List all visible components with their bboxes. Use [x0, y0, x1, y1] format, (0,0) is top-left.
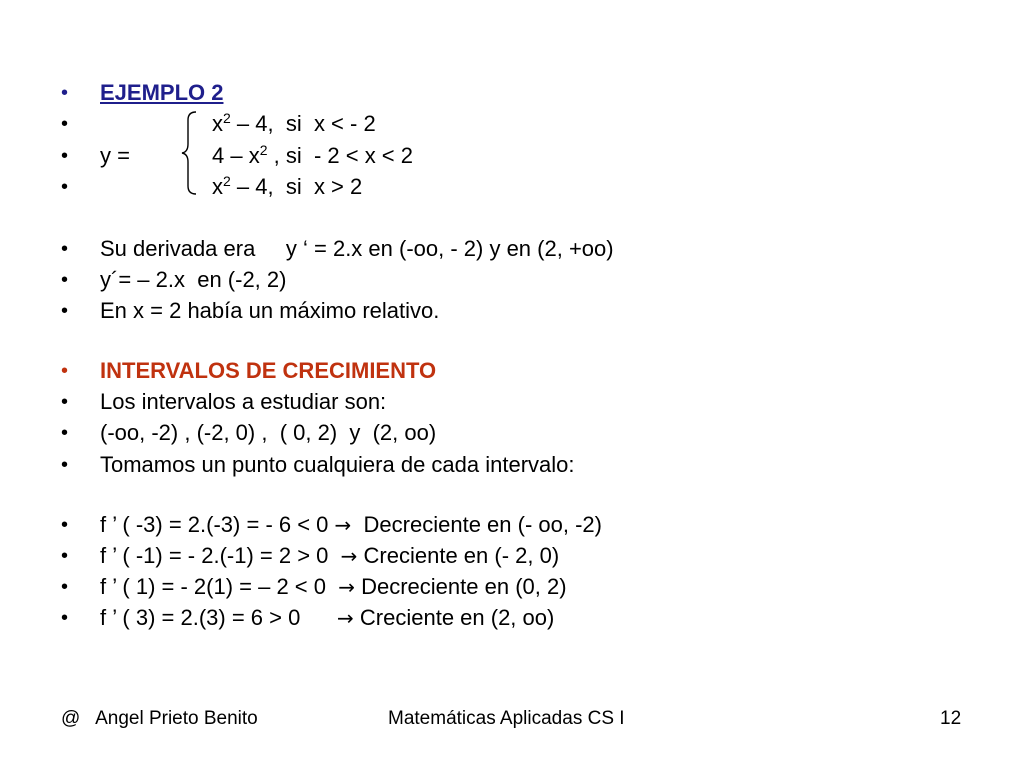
derivative-line-3 [0, 295, 440, 327]
piecewise-line-2 [0, 140, 414, 172]
evaluation-line-4 [0, 602, 555, 634]
bullet: • [61, 238, 69, 260]
piece-2-exponent: 2 [259, 142, 268, 158]
right-arrow-icon: → [340, 544, 358, 568]
bullet: • [61, 360, 69, 382]
bullet: • [61, 545, 69, 567]
piece-3-base: x [212, 174, 223, 199]
evaluation-line-2 [0, 540, 560, 572]
example-title: EJEMPLO 2 [100, 80, 224, 105]
bullet: • [61, 113, 69, 135]
derivative-text-2: y´= – 2.x en (-2, 2) [100, 267, 287, 292]
evaluation-result: Creciente en (2, oo) [353, 605, 555, 630]
piece-1-exponent: 2 [223, 110, 231, 126]
bullet: • [61, 454, 69, 476]
intervals-title-line [0, 355, 437, 387]
piece-1-condition: – 4, si x < - 2 [230, 111, 376, 136]
piece-1-base: x [212, 111, 223, 136]
evaluation-result: Decreciente en (- oo, -2) [351, 512, 602, 537]
bullet: • [61, 576, 69, 598]
evaluation-line-1 [0, 509, 602, 541]
piece-1 [212, 108, 376, 140]
bullet: • [61, 269, 69, 291]
bullet: • [61, 176, 69, 198]
intervals-line-1 [0, 386, 387, 418]
intervals-text-3: Tomamos un punto cualquiera de cada intervalo: [100, 452, 575, 477]
piece-2-condition: , si - 2 < x < 2 [267, 143, 414, 168]
intervals-text-2: (-oo, -2) , (-2, 0) , ( 0, 2) y (2, oo) [100, 420, 437, 445]
intervals-title: INTERVALOS DE CRECIMIENTO [100, 358, 437, 383]
evaluation-text-3 [100, 571, 567, 603]
right-arrow-icon: → [337, 606, 354, 630]
bullet: • [61, 300, 69, 322]
evaluation-text-4 [100, 602, 554, 634]
bullet: • [61, 145, 69, 167]
example-title-line [0, 77, 224, 109]
footer-course: Matemáticas Aplicadas CS I [388, 708, 625, 729]
right-arrow-icon: → [334, 513, 352, 537]
intervals-line-2 [0, 417, 437, 449]
evaluation-result: Creciente en (- 2, 0) [357, 543, 560, 568]
right-arrow-icon: → [338, 575, 355, 599]
intervals-line-3 [0, 449, 575, 481]
bullet: • [61, 82, 69, 104]
derivative-line-1 [0, 233, 614, 265]
bullet: • [61, 607, 69, 629]
bullet: • [61, 391, 69, 413]
footer-page-number: 12 [940, 708, 962, 729]
bullet: • [61, 422, 69, 444]
derivative-text-3: En x = 2 había un máximo relativo. [100, 298, 440, 323]
piecewise-line-1 [0, 108, 376, 140]
evaluation-expression: f ’ ( 3) = 2.(3) = 6 > 0 [100, 605, 338, 630]
evaluation-text-1 [100, 509, 602, 541]
curly-brace-icon [174, 110, 204, 196]
bullet: • [61, 514, 69, 536]
piece-2-base: 4 – x [212, 143, 260, 168]
evaluation-expression: f ’ ( 1) = - 2(1) = – 2 < 0 [100, 574, 339, 599]
derivative-text-1: Su derivada era y ‘ = 2.x en (-oo, - 2) y en (2, +oo) [100, 236, 614, 261]
piece-3-exponent: 2 [223, 173, 231, 189]
piece-3-condition: – 4, si x > 2 [230, 174, 363, 199]
footer-author: @ Angel Prieto Benito [61, 708, 258, 729]
piecewise-line-3 [0, 171, 363, 203]
evaluation-expression: f ’ ( -3) = 2.(-3) = - 6 < 0 [100, 512, 335, 537]
piece-2 [212, 140, 413, 172]
evaluation-line-3 [0, 571, 567, 603]
derivative-line-2 [0, 264, 287, 296]
evaluation-expression: f ’ ( -1) = - 2.(-1) = 2 > 0 [100, 543, 341, 568]
piece-3 [212, 171, 362, 203]
intervals-text-1: Los intervalos a estudiar son: [100, 389, 387, 414]
evaluation-text-2 [100, 540, 559, 572]
y-equals-label: y = [100, 143, 130, 168]
evaluation-result: Decreciente en (0, 2) [355, 574, 567, 599]
